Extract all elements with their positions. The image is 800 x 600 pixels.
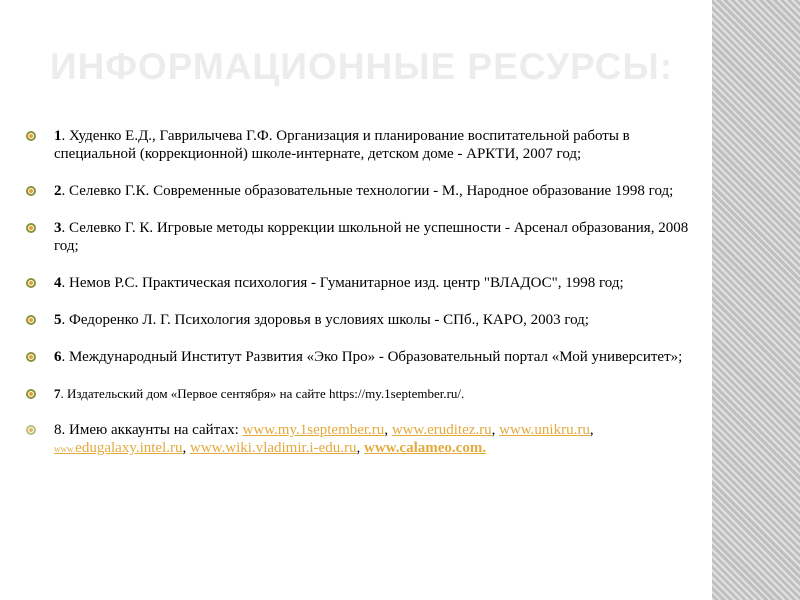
item-text: . Имею аккаунты на сайтах: — [61, 422, 239, 438]
link-eruditez[interactable]: www.eruditez.ru — [391, 422, 492, 438]
item-number: 4 — [54, 275, 62, 291]
list-item — [22, 385, 712, 402]
list-item — [22, 274, 712, 292]
decorative-stripe — [712, 0, 800, 600]
slide-title: ИНФОРМАЦИОННЫЕ РЕСУРСЫ: — [50, 46, 674, 87]
list-item — [22, 182, 712, 200]
item-number: 2 — [54, 183, 62, 199]
ring-bullet-icon — [26, 425, 36, 435]
ring-bullet-icon — [26, 389, 36, 399]
list-item — [22, 127, 712, 163]
ring-bullet-icon — [26, 223, 36, 233]
item-number: 8 — [54, 422, 62, 438]
item-text: . Селевко Г.К. Современные образовательные технологии - М., Народное образование 1998 год; — [61, 183, 674, 199]
ring-bullet-icon — [26, 315, 36, 325]
link-calameo[interactable]: www.calameo.com. — [364, 440, 487, 456]
item-number: 1 — [54, 128, 62, 144]
list-item — [22, 311, 712, 329]
item-text: . Федоренко Л. Г. Психология здоровья в условиях школы - СПб., КАРО, 2003 год; — [61, 312, 589, 328]
resources-list — [22, 127, 712, 458]
item-number: 6 — [54, 349, 62, 365]
list-item: 8. Имею аккаунты на сайтах: www.my.1september.ru, www.eruditez.ru, www.unikru.ru, www.edugalaxy.intel.ru, www.wiki.vladimir.i-edu.ru, www.calameo.com. — [22, 421, 712, 458]
item-text: . Немов Р.С. Практическая психология - Гуманитарное изд. центр "ВЛАДОС", 1998 год; — [61, 275, 624, 291]
item-text: . Селевко Г. К. Игровые методы коррекции школьной не успешности - Арсенал образования, 2008 год; — [54, 220, 689, 254]
link-edugalaxy[interactable]: edugalaxy.intel.ru — [75, 440, 183, 456]
item-text: . Издательский дом «Первое сентября» на сайте https://my.1september.ru/. — [60, 386, 465, 401]
link-unikru[interactable]: www.unikru.ru — [499, 422, 590, 438]
ring-bullet-icon — [26, 352, 36, 362]
item-number: 7 — [54, 386, 61, 401]
item-number: 3 — [54, 220, 62, 236]
link-edugalaxy-prefix[interactable]: www. — [54, 444, 76, 454]
item-number: 5 — [54, 312, 62, 328]
link-my-1september[interactable]: www.my.1september.ru — [242, 422, 385, 438]
ring-bullet-icon — [26, 131, 36, 141]
link-wiki-vladimir[interactable]: www.wiki.vladimir.i-edu.ru — [190, 440, 357, 456]
list-item — [22, 219, 712, 255]
ring-bullet-icon — [26, 186, 36, 196]
item-text: . Худенко Е.Д., Гаврилычева Г.Ф. Организация и планирование воспитательной работы в специальной (коррекционной) школе-интернате, детском доме - АРКТИ, 2007 год; — [54, 128, 630, 162]
item-text: . Международный Институт Развития «Эко Про» - Образовательный портал «Мой университет»; — [61, 349, 683, 365]
ring-bullet-icon — [26, 278, 36, 288]
list-item — [22, 348, 712, 366]
